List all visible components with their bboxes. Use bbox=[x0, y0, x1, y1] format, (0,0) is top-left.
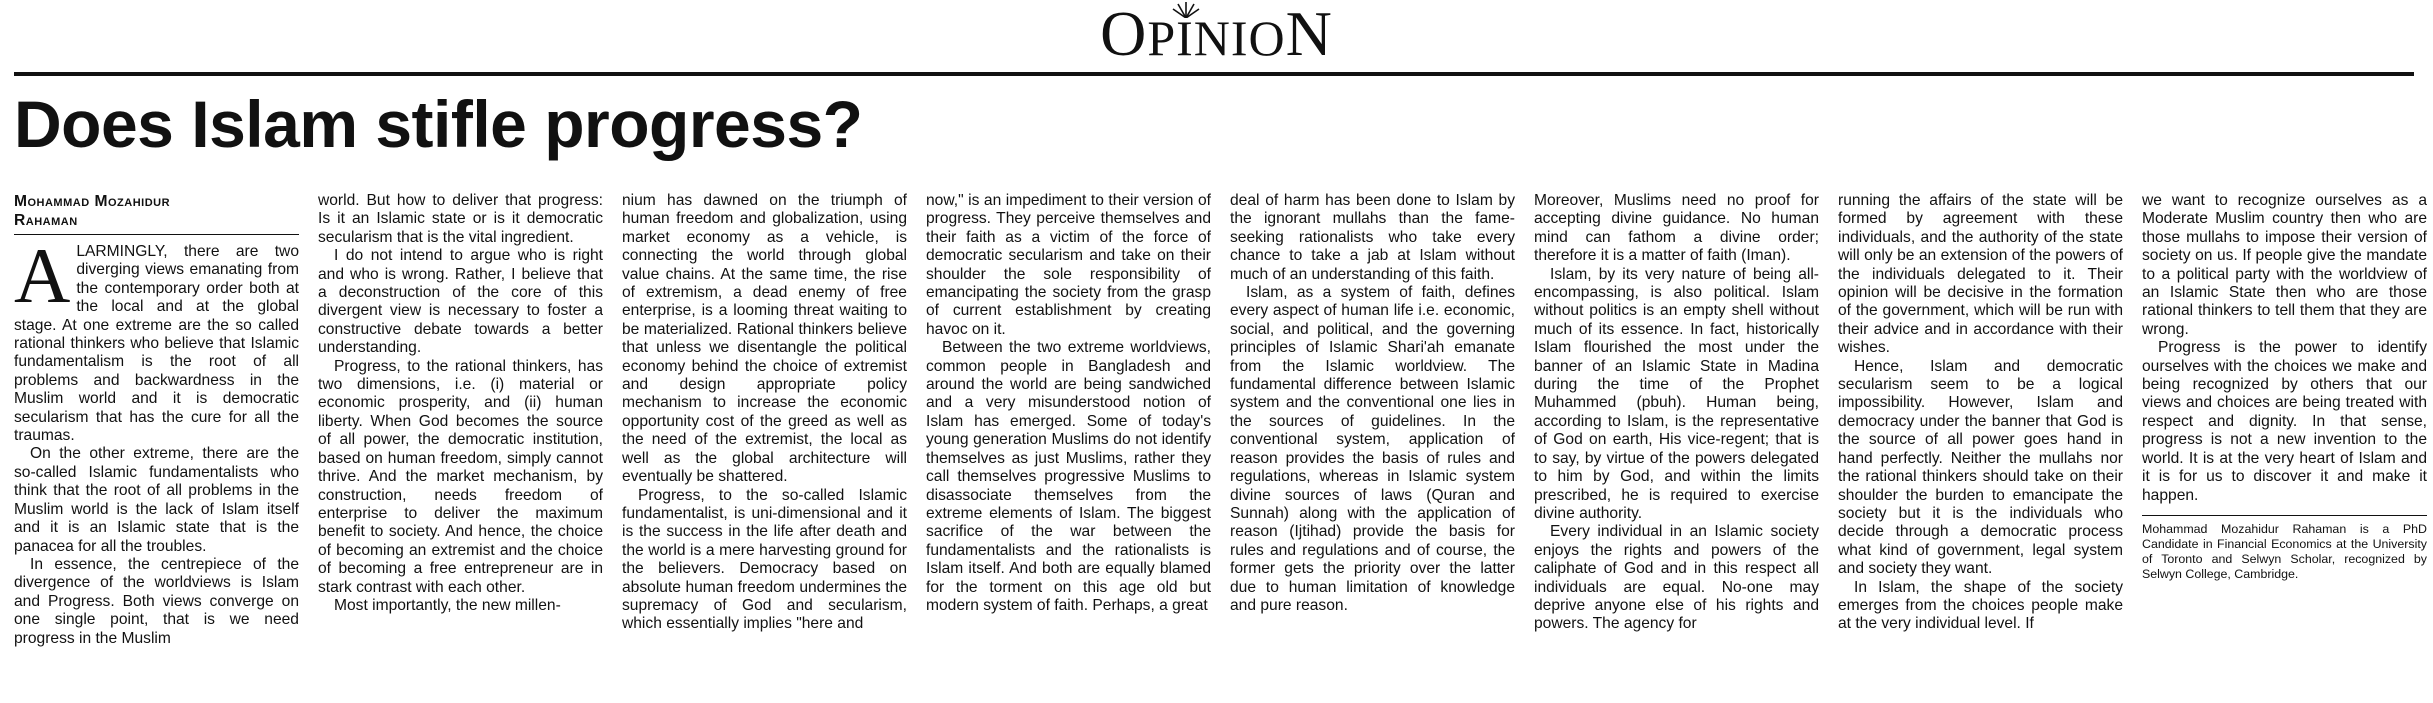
paragraph: Islam, by its very nature of being all-encompassing, is also political. Islam without politics is an empty shell without much of its essence. In fact, historically Islam flourished the most under the banner of an Islamic State in Madina during the time of the Prophet Muhammed (pbuh). Human being, according to Islam, is the representative of God on earth, His vice-regent; that is to say, by virtue of the powers delegated to him by God, and within the limits prescribed, he is required to exercise divine authority. bbox=[1534, 265, 1819, 522]
paragraph: In essence, the centrepiece of the divergence of the worldviews is Islam and Progress. Both views converge on one single point, that is we need progress in the Muslim bbox=[14, 555, 299, 647]
article-column-7 bbox=[1838, 192, 2123, 692]
paragraph: Progress, to the rational thinkers, has two dimensions, i.e. (i) material or economic prosperity, and (ii) human liberty. When God becomes the source of all power, the democratic institution, based on human freedom, simply cannot thrive. And the market mechanism, by construction, needs freedom of enterprise to deliver the maximum benefit to society. And hence, the choice of becoming an extremist and the choice of becoming a free entrepreneur are in stark contrast with each other. bbox=[318, 357, 603, 596]
section-title: OPINION bbox=[1100, 0, 1333, 69]
author-bio: Mohammad Mozahidur Rahaman is a PhD Candidate in Financial Economics at the University of Toronto and Selwyn Scholar, recognized by Selwyn College, Cambridge. bbox=[2142, 521, 2427, 581]
paragraph: Between the two extreme worldviews, common people in Bangladesh and around the world are being sandwiched and a very misunderstood notion of Islam has emerged. Some of today's young generation Muslims do not identify themselves as just Muslims, rather they call themselves progressive Muslims to disassociate themselves from the extreme elements of Islam. The biggest sacrifice of the war between the fundamentalists and the rationalists is Islam itself. And both are equally blamed for the torment on this age old but modern system of faith. Perhaps, a great bbox=[926, 339, 1211, 614]
byline-line-2: Rahaman bbox=[14, 212, 78, 229]
article-column-3 bbox=[622, 192, 907, 692]
byline bbox=[14, 192, 299, 235]
article-column-4 bbox=[926, 192, 1211, 692]
bio-divider bbox=[2142, 515, 2427, 516]
article-column-2 bbox=[318, 192, 603, 692]
paragraph: Progress is the power to identify ourselves with the choices we make and being recognized by others that our views and choices are being treated with respect and dignity. In that sense, progress is not a new invention to the world. It is at the very heart of Islam and it is for us to discover it and make it happen. bbox=[2142, 339, 2427, 504]
article-column-6 bbox=[1534, 192, 1819, 692]
paragraph: Most importantly, the new millen- bbox=[334, 596, 561, 614]
byline-line-1: Mohammad Mozahidur bbox=[14, 193, 171, 210]
paragraph: Moreover, Muslims need no proof for accepting divine guidance. No human mind can fathom a divine order; therefore it is a matter of faith (Iman). bbox=[1534, 192, 1819, 265]
paragraph: Every individual in an Islamic society enjoys the rights and powers of the caliphate of God and in this respect all individuals are equal. No-one may deprive anyone else of his rights and powers. The agency for bbox=[1534, 523, 1819, 633]
article-headline: Does Islam stifle progress? bbox=[14, 87, 863, 161]
paragraph: now," is an impediment to their version of progress. They perceive themselves and their faith as a victim of the force of democratic secularism and take on their shoulder the sole responsibility of emancipating the society from the grasp of current establishment by creating havoc on it. bbox=[926, 192, 1211, 338]
paragraph: ALARMINGLY, there are two diverging views emanating from the contemporary order both at the local and at the global stage. At one extreme are the so called rational thinkers who believe that Islamic fundamentalism is the root of all problems and backwardness in the Muslim world and it is democratic secularism that has the cure for all the traumas. bbox=[14, 232, 299, 445]
article-column-1 bbox=[14, 192, 299, 692]
paragraph: I do not intend to argue who is right and who is wrong. Rather, I believe that a deconstruction of the core of this divergent view is necessary to foster a constructive debate towards a better understanding. bbox=[318, 247, 603, 357]
paragraph: In Islam, the shape of the society emerges from the choices people make at the very individual level. If bbox=[1838, 578, 2123, 633]
paragraph: deal of harm has been done to Islam by the ignorant mullahs than the fame-seeking rationalists who take every chance to take a jab at Islam without much of an understanding of this faith. bbox=[1230, 192, 1515, 283]
paragraph: Hence, Islam and democratic secularism seem to be a logical impossibility. However, Islam and democracy under the banner that God is the source of all power goes hand in hand perfectly. Neither the mullahs nor the rational thinkers should take on their shoulder the burden to emancipate the society but it is the individuals who decide through a democratic process what kind of government, legal system and society they want. bbox=[1838, 357, 2123, 578]
paragraph: we want to recognize ourselves as a Moderate Muslim country then who are those mullahs to impose their version of society on us. If people give the mandate to a political party with the worldview of an Islamic State then who are those rational thinkers to tell them that they are wrong. bbox=[2142, 192, 2427, 338]
paragraph: world. But how to deliver that progress: Is it an Islamic state or is it democratic secularism that is the vital ingredient. bbox=[318, 192, 603, 246]
masthead-rule bbox=[14, 72, 2414, 76]
article-column-8 bbox=[2142, 192, 2427, 692]
paragraph: Islam, as a system of faith, defines every aspect of human life i.e. economic, social, and political, and the governing principles of Islamic Shari'ah emanate from the Islamic worldview. The fundamental difference between Islamic system and the conventional one lies in the sources of guidelines. In the conventional system, application of reason provides the basis of rules and regulations, whereas in Islamic system divine sources of laws (Quran and Sunnah) along with the application of reason (Ijtihad) provide the basis for rules and regulations and of course, the former gets the priority over the latter due to human limitation of knowledge and pure reason. bbox=[1230, 284, 1515, 614]
paragraph: nium has dawned on the triumph of human freedom and globalization, using market economy as a vehicle, is connecting the world through global value chains. At the same time, the rise of extremism, a dead enemy of free enterprise, is a looming threat waiting to be materialized. Rational thinkers believe that unless we disentangle the political economy behind the choice of extremist and design appropriate policy mechanism to increase the economic opportunity cost of the greed as well as the need of the extremist, the local as well as the global architecture will eventually be shattered. bbox=[622, 192, 907, 486]
article-column-5 bbox=[1230, 192, 1515, 692]
paragraph: Progress, to the so-called Islamic fundamentalist, is uni-dimensional and it is the success in the life after death and the world is a mere harvesting ground for the believers. Democracy based on absolute human freedom undermines the supremacy of God and secularism, which essentially implies "here and bbox=[622, 486, 907, 633]
section-masthead bbox=[0, 0, 2433, 72]
paragraph: On the other extreme, there are the so-called Islamic fundamentalists who think that the root of all problems in the Muslim world is the lack of Islam itself and it is an Islamic state that is the panacea for all the troubles. bbox=[14, 445, 299, 555]
paragraph: running the affairs of the state will be formed by agreement with these individuals, and the authority of the state will only be an extension of the powers of the individuals delegated to it. Their opinion will be decisive in the formation of the government, which will be run with their advice and in accordance with their wishes. bbox=[1838, 192, 2123, 357]
drop-cap: A bbox=[14, 232, 71, 319]
